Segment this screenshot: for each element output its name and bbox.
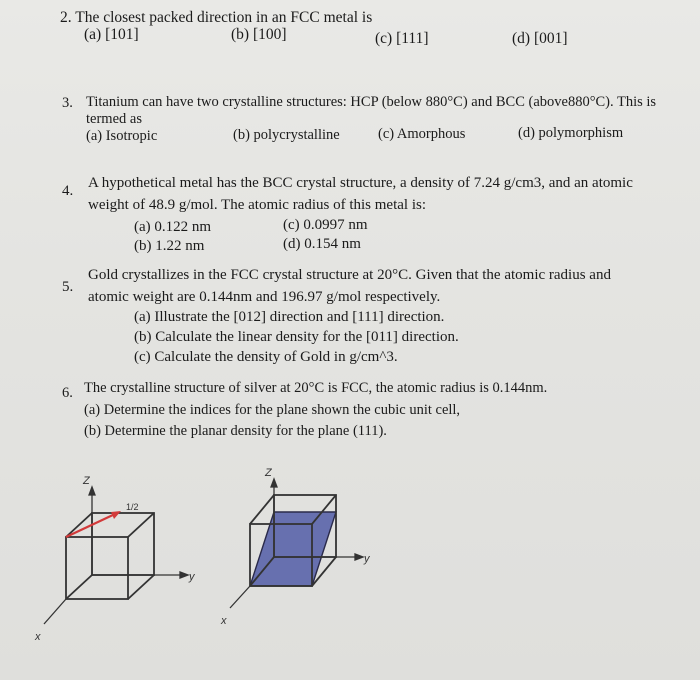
q5-part-b: (b) Calculate the linear density for the [011] direction. [134, 329, 459, 345]
left-z-axis-label: Z [83, 475, 90, 487]
q3-line1: Titanium can have two crystalline structures: HCP (below 880°C) and BCC (above880°C). This is [86, 94, 657, 110]
left-unit-cell [66, 513, 154, 599]
q2-option-a: (a) [101] [84, 26, 139, 43]
q6-part-b: (b) Determine the planar density for the plane (111). [84, 423, 387, 439]
q5-number: 5. [62, 279, 74, 295]
q3-option-c: (c) Amorphous [378, 126, 466, 142]
q6-number: 6. [62, 385, 73, 401]
q4-option-a: (a) 0.122 nm [134, 219, 212, 235]
q2-question: 2. The closest packed direction in an FCC metal is [60, 9, 373, 26]
shaded-crystal-plane [250, 512, 336, 586]
q5-line1: Gold crystallizes in the FCC crystal structure at 20°C. Given that the atomic radius and [88, 267, 611, 283]
q2-option-c: (c) [111] [375, 30, 429, 47]
left-x-axis-label: x [35, 631, 41, 643]
q3-option-b: (b) polycrystalline [233, 127, 340, 143]
q4-option-c: (c) 0.0997 nm [283, 217, 368, 233]
q6-line1: The crystalline structure of silver at 20°C is FCC, the atomic radius is 0.144nm. [84, 380, 548, 396]
q4-option-d: (d) 0.154 nm [283, 236, 361, 252]
q2-option-b: (b) [100] [231, 26, 287, 43]
q3-line2: termed as [86, 111, 142, 127]
q3-number: 3. [62, 95, 73, 111]
right-x-axis-label: x [221, 615, 227, 627]
q5-line2: atomic weight are 0.144nm and 196.97 g/mol respectively. [88, 289, 441, 305]
q4-line2: weight of 48.9 g/mol. The atomic radius of this metal is: [88, 197, 427, 213]
q4-number: 4. [62, 183, 74, 199]
q3-option-d: (d) polymorphism [518, 125, 624, 141]
right-z-axis-label: Z [265, 467, 272, 479]
left-half-label: 1/2 [126, 502, 139, 512]
left-direction-arrow [66, 511, 121, 537]
q2-option-d: (d) [001] [512, 30, 568, 47]
q3-option-a: (a) Isotropic [86, 128, 158, 144]
q5-part-c: (c) Calculate the density of Gold in g/cm^3. [134, 349, 398, 365]
q4-line1: A hypothetical metal has the BCC crystal structure, a density of 7.24 g/cm3, and an atomic [88, 175, 633, 191]
right-y-axis-label: y [364, 553, 370, 565]
q4-option-b: (b) 1.22 nm [134, 238, 205, 254]
q5-part-a: (a) Illustrate the [012] direction and [111] direction. [134, 309, 445, 325]
left-y-axis-label: y [189, 571, 195, 583]
q6-part-a: (a) Determine the indices for the plane shown the cubic unit cell, [84, 402, 461, 418]
